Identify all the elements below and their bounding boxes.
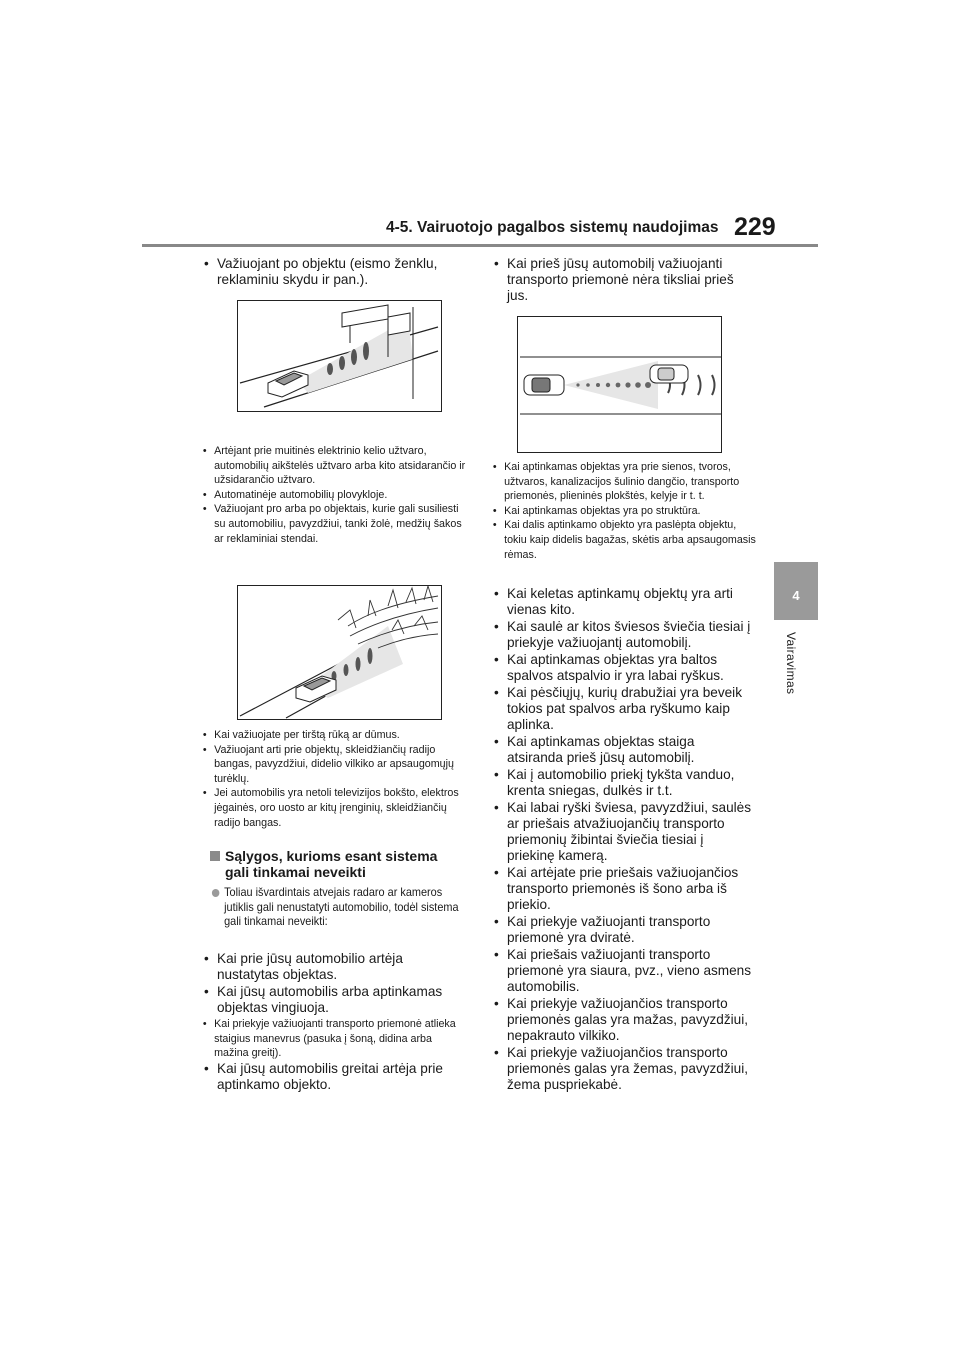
list-item: • Kai aptinkamas objektas yra prie sienos, tvoros, užtvaros, kanalizacijos šulinio dangčio, transporto priemonės, plieninės plokštės, kelyje ir t. t. (490, 460, 756, 504)
right-list (490, 586, 752, 1094)
right-column (490, 256, 752, 305)
list-item: • Kai priekyje važiuojančios transporto priemonės galas yra mažas, pavyzdžiui, nepakrauto vilkiko. (490, 996, 752, 1044)
list-item: • Važiuojant arti prie objektų, skleidžiančių radijo bangas, pavyzdžiui, didelio vilkiko ar apsaugomųjų turėklų. (200, 743, 466, 787)
list-item: • Kai aptinkamas objektas staiga atsiranda prieš jūsų automobilį. (490, 734, 752, 766)
left-list-3 (200, 951, 462, 1094)
note-item: Toliau išvardintais atvejais radaro ar kameros jutiklis gali nenustatyti automobilio, todėl sistema gali tinkamai neveikti: (210, 886, 470, 930)
list-item: • Kai labai ryški šviesa, pavyzdžiui, saulės ar priešais atvažiuojančių transporto priemonių žibintai šviečia tiesiai į priekinę kamerą. (490, 800, 752, 864)
list-item: • Kai aptinkamas objektas yra baltos spalvos atspalvio ir yra labai ryškus. (490, 652, 752, 684)
left-column (200, 256, 462, 289)
list-item: • Kai prie jūsų automobilio artėja nustatytas objektas. (200, 951, 462, 983)
list-item: • Jei automobilis yra netoli televizijos bokšto, elektros jėgainės, oro uosto ar kitų įrenginių, skleidžiančių radijo bangas. (200, 786, 466, 830)
list-item: • Kai jūsų automobilis greitai artėja prie aptinkamo objekto. (200, 1061, 462, 1093)
list-item: • Kai priešais važiuojanti transporto priemonė yra siaura, pvz., vieno asmens automobilis. (490, 947, 752, 995)
list-item: • Kai į automobilio priekį tykšta vanduo, krenta sniegas, dulkės ir t.t. (490, 767, 752, 799)
illustration-dense-vegetation (237, 585, 442, 720)
chapter-label: Vairavimas (784, 632, 798, 695)
header-rule (142, 244, 818, 247)
section-heading: Sąlygos, kurioms esant sistema gali tinkamai neveikti (210, 848, 462, 880)
chapter-tab (774, 562, 818, 620)
section-title: 4-5. Vairuotojo pagalbos sistemų naudojimas (386, 219, 719, 236)
list-item: • Kai saulė ar kitos šviesos šviečia tiesiai į priekyje važiuojantį automobilį. (490, 619, 752, 651)
left-section (210, 848, 462, 930)
illustration-offset-vehicle (517, 316, 722, 453)
left-small-list-1 (200, 444, 466, 546)
list-item: • Kai dalis aptinkamo objekto yra paslėpta objektu, tokiu kaip didelis bagažas, skėtis arba apsaugomasis rėmas. (490, 518, 756, 562)
list-item: • Kai priekyje važiuojančios transporto priemonės galas yra žemas, pavyzdžiui, žema puspriekabė. (490, 1045, 752, 1093)
page-number: 229 (734, 213, 776, 241)
list-item: • Važiuojant po objektu (eismo ženklu, reklaminiu skydu ir pan.). (200, 256, 462, 288)
list-item: • Kai prieš jūsų automobilį važiuojanti transporto priemonė nėra tiksliai prieš jus. (490, 256, 752, 304)
list-item: • Kai priekyje važiuojanti transporto priemonė atlieka staigius manevrus (pasuka į šoną, didina arba mažina greitį). (200, 1017, 466, 1061)
list-item: • Kai pėsčiųjų, kurių drabužiai yra beveik tokios pat spalvos arba ryškumo kaip aplinka. (490, 685, 752, 733)
illustration-overhead-sign (237, 300, 442, 412)
chapter-number: 4 (792, 588, 800, 603)
list-item: • Kai jūsų automobilis arba aptinkamas objektas vingiuoja. (200, 984, 462, 1016)
list-item: • Kai keletas aptinkamų objektų yra arti vienas kito. (490, 586, 752, 618)
list-item: • Automatinėje automobilių plovykloje. (200, 488, 466, 503)
list-item: • Kai važiuojate per tirštą rūką ar dūmus. (200, 728, 466, 743)
list-item: • Kai aptinkamas objektas yra po struktūra. (490, 504, 756, 519)
list-item: • Artėjant prie muitinės elektrinio kelio užtvaro, automobilių aikštelės užtvaro arba kito atsidarančio ir užsidarančio užtvaro. (200, 444, 466, 488)
list-item: • Kai priekyje važiuojanti transporto priemonė yra dviratė. (490, 914, 752, 946)
left-small-list-2 (200, 728, 462, 830)
list-item: • Važiuojant pro arba po objektais, kurie gali susiliesti su automobiliu, pavyzdžiui, tanki žolė, medžių šakos ar reklaminiai stendai. (200, 502, 466, 546)
list-item: • Kai artėjate prie priešais važiuojančios transporto priemonės iš šono arba iš priekio. (490, 865, 752, 913)
right-small-list (490, 460, 756, 562)
